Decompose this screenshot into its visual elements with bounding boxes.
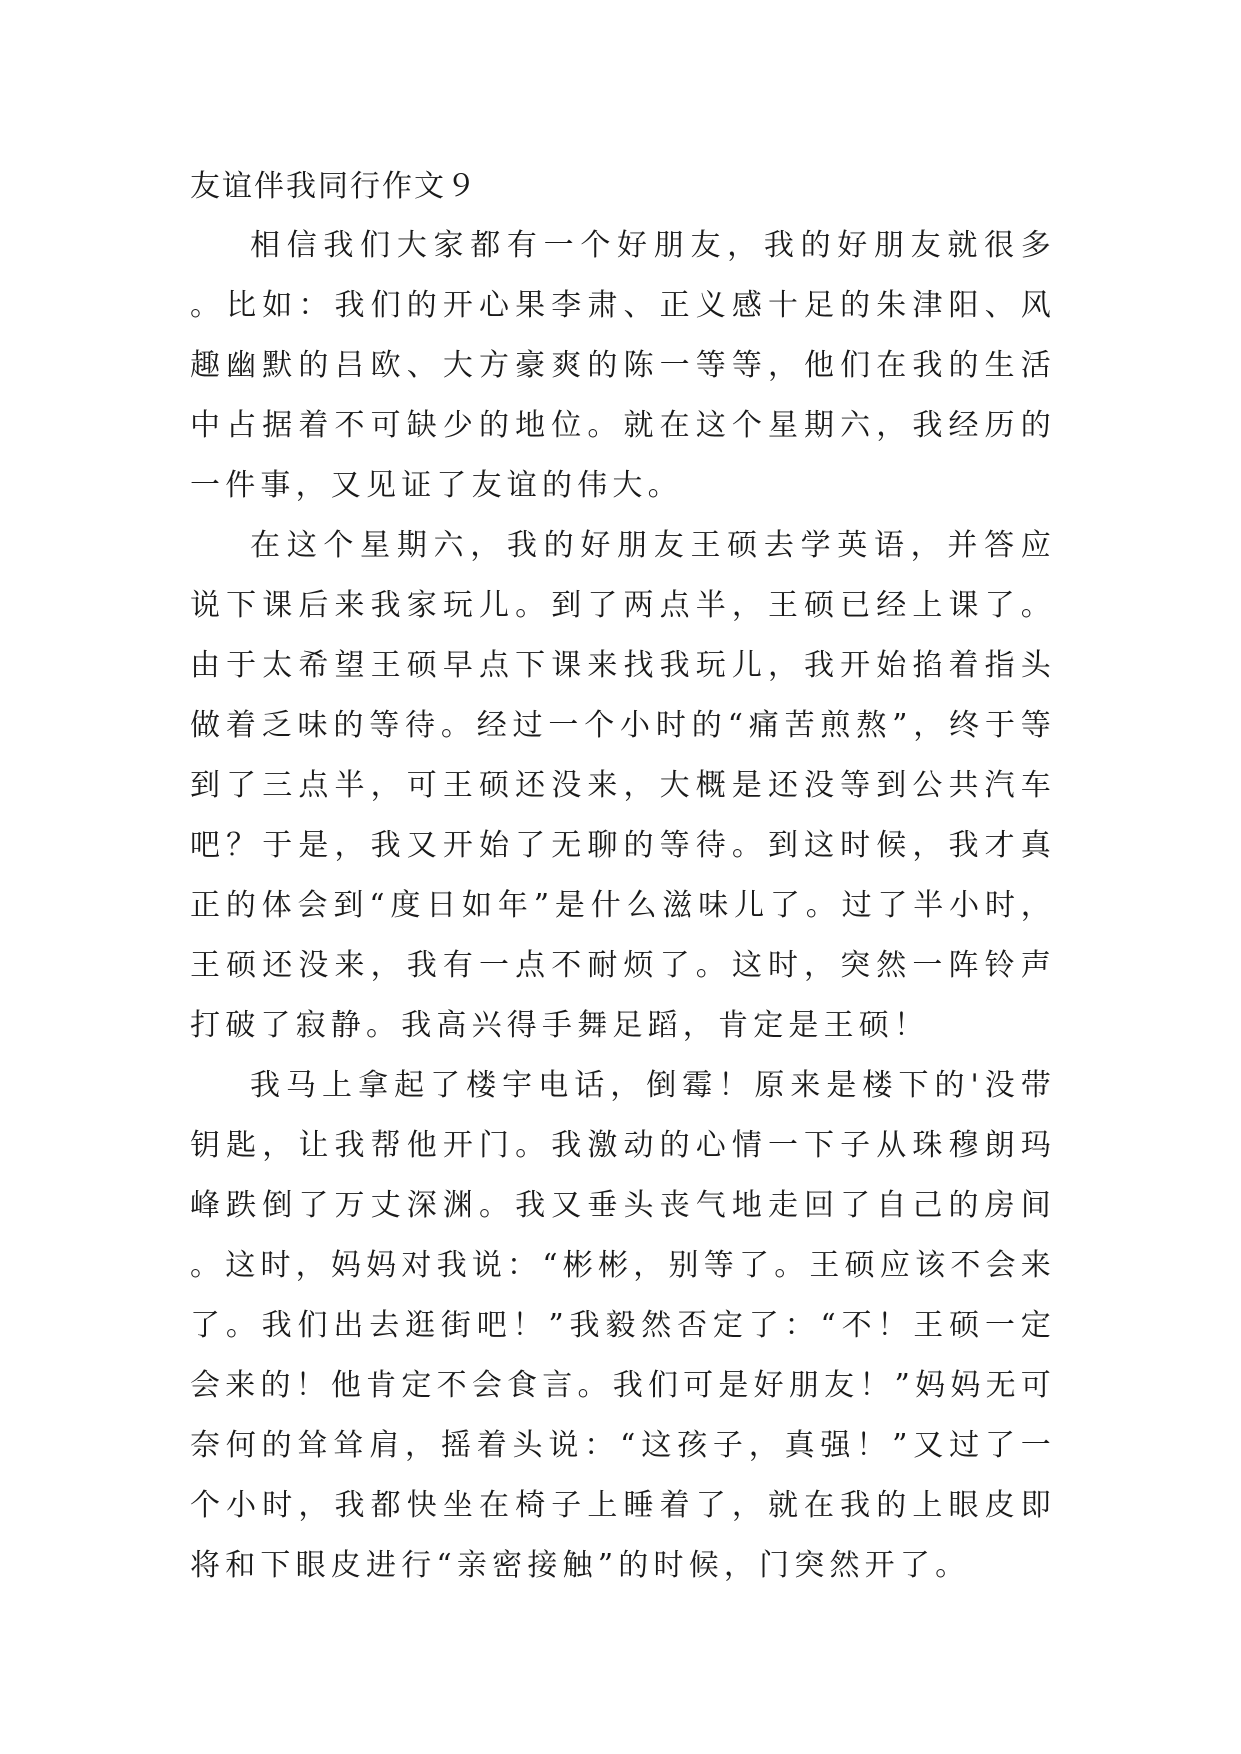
document-body <box>190 158 1056 1596</box>
document-title: 友谊伴我同行作文９ <box>190 169 478 204</box>
paragraph-3: 我马上拿起了楼宇电话，倒霉！原来是楼下的'没带钥匙，让我帮他开门。我激动的心情一下子从珠穆朗玛峰跌倒了万丈深渊。我又垂头丧气地走回了自己的房间。这时，妈妈对我说：“彬彬，别等了。王硕应该不会来了。我们出去逛街吧！”我毅然否定了：“不！王硕一定会来的！他肯定不会食言。我们可是好朋友！”妈妈无可奈何的耸耸肩，摇着头说：“这孩子，真强！”又过了一个小时，我都快坐在椅子上睡着了，就在我的上眼皮即将和下眼皮进行“亲密接触”的时候，门突然开了。 <box>190 1068 1056 1583</box>
paragraph-2: 在这个星期六，我的好朋友王硕去学英语，并答应说下课后来我家玩儿。到了两点半，王硕已经上课了。由于太希望王硕早点下课来找我玩儿，我开始掐着指头做着乏味的等待。经过一个小时的“痛苦煎熬”，终于等到了三点半，可王硕还没来，大概是还没等到公共汽车吧？于是，我又开始了无聊的等待。到这时候，我才真正的体会到“度日如年”是什么滋味儿了。过了半小时，王硕还没来，我有一点不耐烦了。这时，突然一阵铃声打破了寂静。我高兴得手舞足蹈，肯定是王硕！ <box>190 528 1056 1043</box>
paragraph-1: 相信我们大家都有一个好朋友，我的好朋友就很多。比如：我们的开心果李肃、正义感十足的朱津阳、风趣幽默的吕欧、大方豪爽的陈一等等，他们在我的生活中占据着不可缺少的地位。就在这个星期六，我经历的一件事，又见证了友谊的伟大。 <box>190 228 1056 503</box>
